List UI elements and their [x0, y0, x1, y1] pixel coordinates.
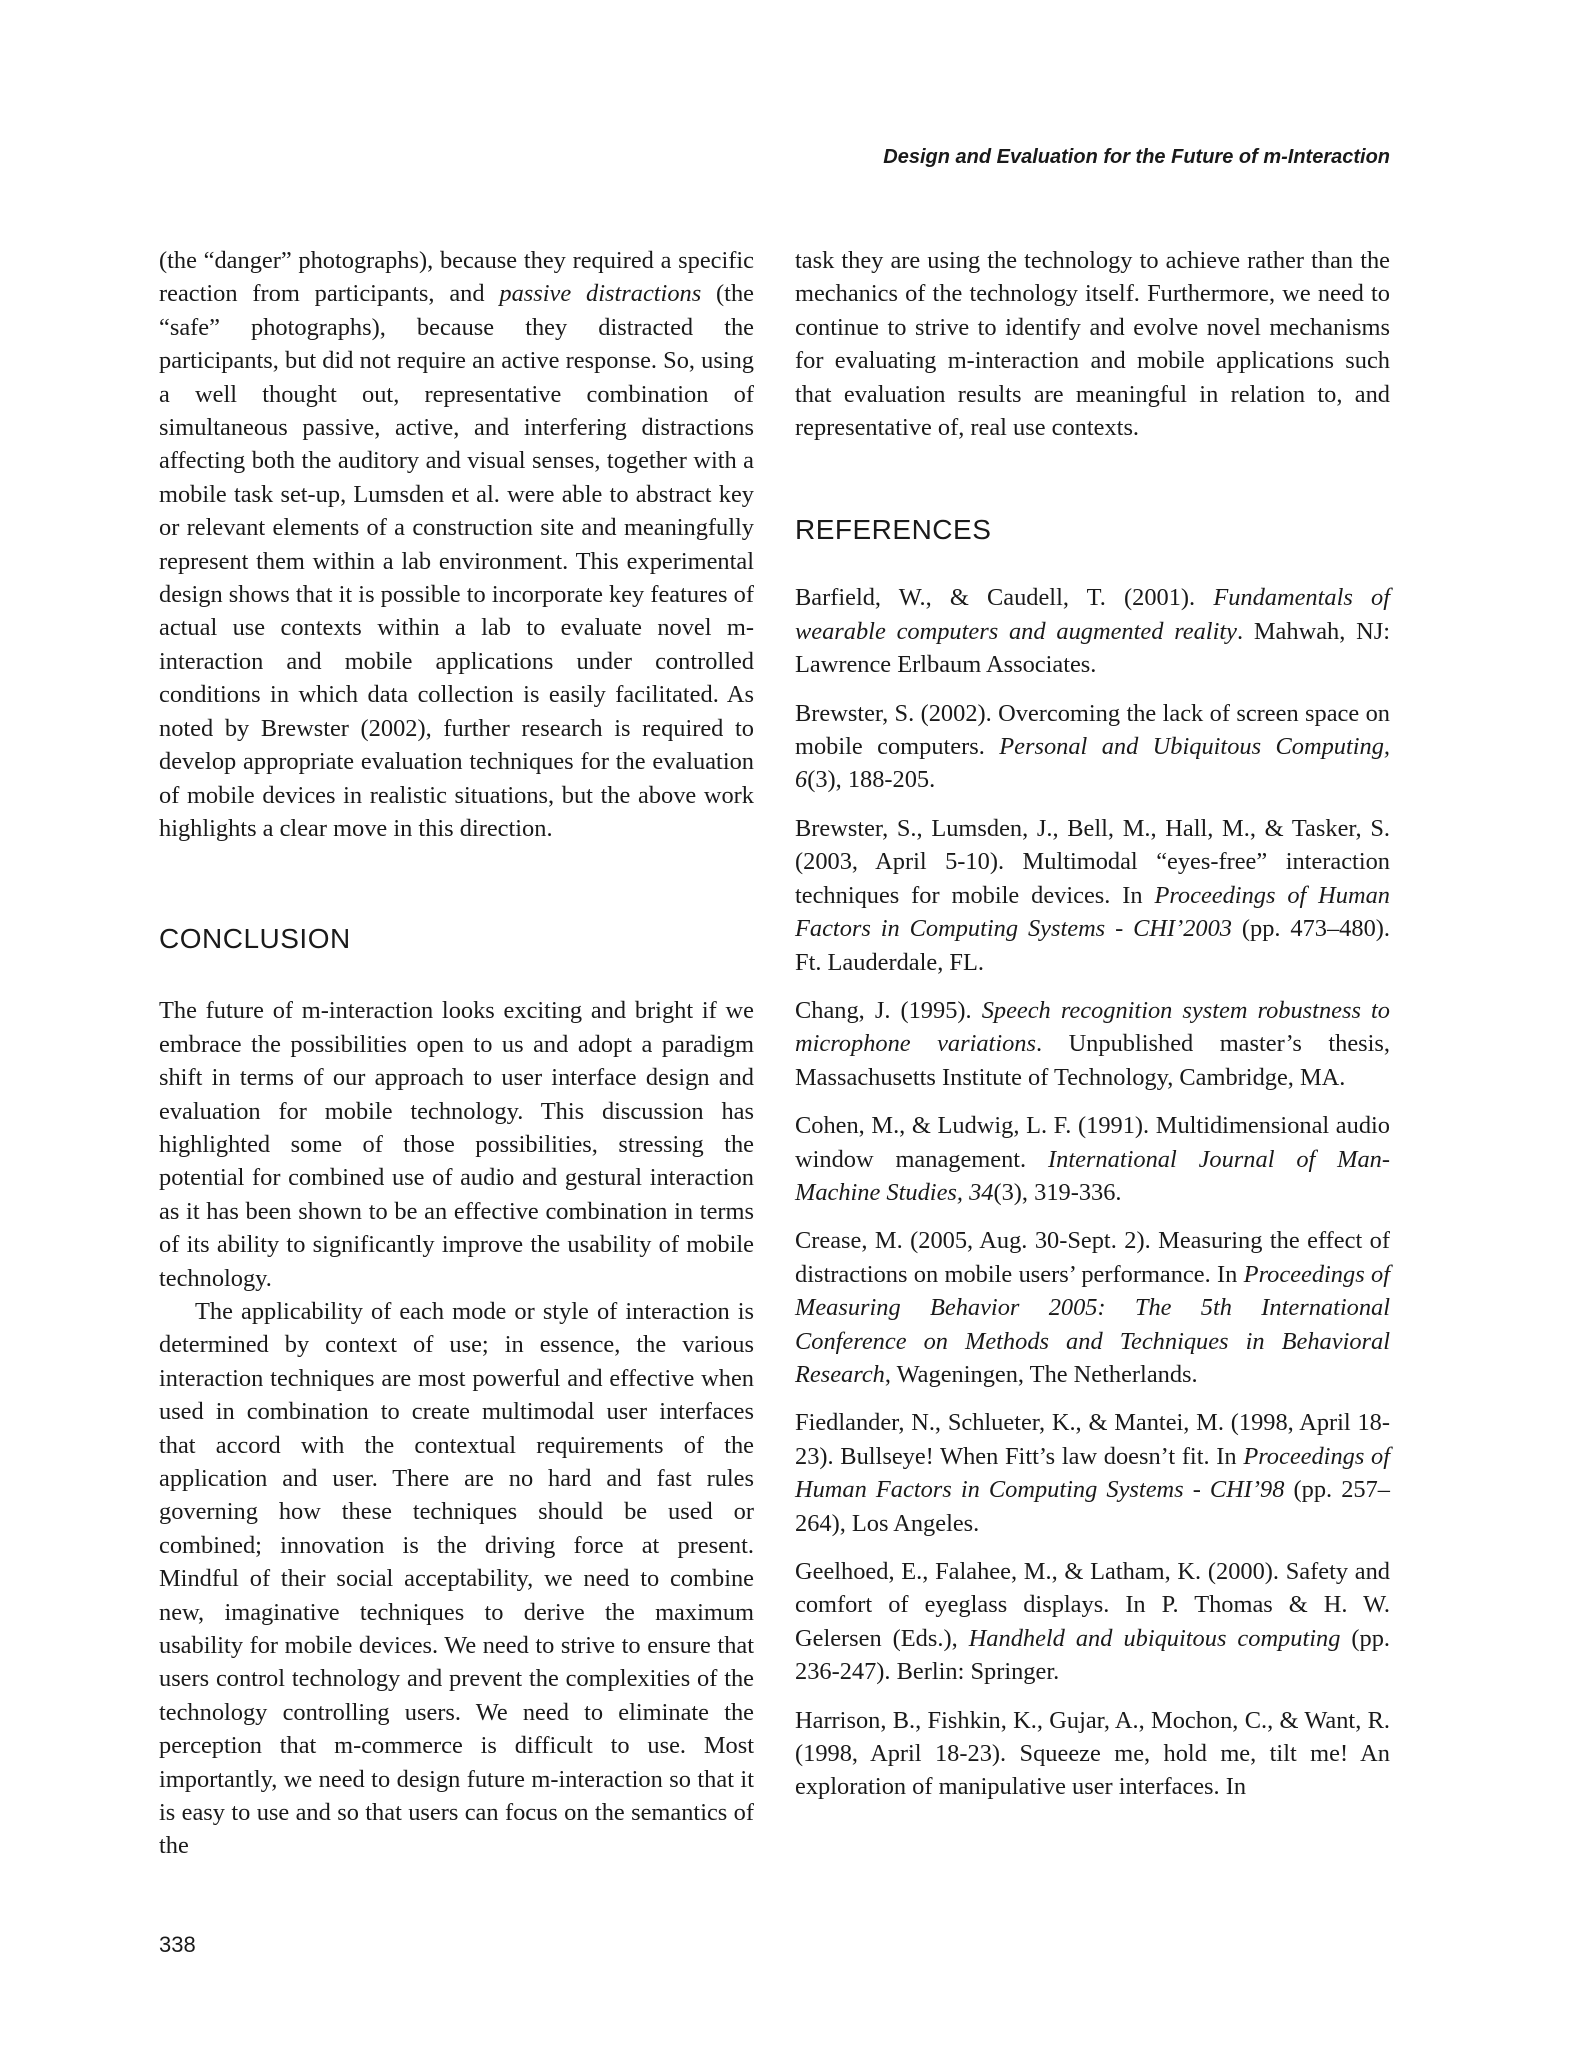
intro-text-1: (the “danger” photographs), because they required a specific reaction from participants, and [159, 247, 754, 308]
reference-item [795, 1406, 1390, 1540]
reference-text: Geelhoed, E., Falahee, M., & Latham, K. (2000). Safety and comfort of eyeglass displays. In P. Thomas & H. W. Gelersen (Eds.), [795, 1558, 1390, 1652]
reference-item [795, 697, 1390, 797]
reference-text: . Unpublished master’s thesis, Massachusetts Institute of Technology, Cambridge, MA. [795, 1030, 1391, 1091]
reference-text: Brewster, S. (2002). Overcoming the lack of screen space on mobile computers. [795, 699, 1390, 761]
reference-text: Fiedlander, N., Schlueter, K., & Mantei, M. (1998, April 18-23). Bullseye! When Fitt’s law doesn’t fit. In [795, 1409, 1390, 1470]
reference-text: (3), 319-336. [993, 1178, 1122, 1206]
reference-title: Personal and Ubiquitous Computing, 6 [795, 733, 1390, 794]
reference-item [795, 581, 1390, 681]
continuation-paragraph: task they are using the technology to achieve rather than the mechanics of the technology itself. Furthermore, we need to continue to strive to identify and evolve novel mechanisms for evaluating m-interaction and mobile applications such that evaluation results are meaningful in relation to, and representative of, real use contexts. [795, 247, 1390, 442]
intro-paragraph [159, 244, 754, 845]
reference-item [795, 1224, 1390, 1391]
reference-title: Proceedings of Human Factors in Computing Systems - CHI’2003 [795, 881, 1390, 943]
reference-text: (pp. 236-247). Berlin: Springer. [795, 1624, 1390, 1686]
reference-text: Barfield, W., & Caudell, T. (2001). [795, 584, 1214, 612]
references-heading: REFERENCES [795, 514, 992, 546]
reference-item [795, 1555, 1390, 1689]
intro-text-2: (the “safe” photographs), because they distracted the participants, but did not require an active response. So, using a well thought out, representative combination of simultaneous passive, active, and interfering distractions affecting both the auditory and visual senses, together with a mobile task set-up, Lumsden et al. were able to abstract key or relevant elements of a construction site and meaningfully represent them within a lab environment. This experimental design shows that it is possible to incorporate key features of actual use contexts within a lab to evaluate novel m-interaction and mobile applications under controlled conditions in which data collection is easily facilitated. As noted by Brewster (2002), further research is required to develop appropriate evaluation techniques for the evaluation of mobile devices in realistic situations, but the above work highlights a clear move in this direction. [159, 280, 754, 842]
right-column [795, 244, 1390, 1819]
reference-text: . Mahwah, NJ: Lawrence Erlbaum Associates. [795, 617, 1390, 679]
reference-text: (3), 188-205. [807, 766, 936, 794]
reference-item [795, 1109, 1390, 1209]
intro-italic: passive distractions [499, 280, 702, 308]
reference-text: Harrison, B., Fishkin, K., Gujar, A., Mochon, C., & Want, R. (1998, April 18-23). Squeeze me, hold me, tilt me! An exploration of manipulative user interfaces. In [795, 1706, 1390, 1801]
reference-text: Brewster, S., Lumsden, J., Bell, M., Hall, M., & Tasker, S. (2003, April 5-10). Multimodal “eyes-free” interaction techniques for mobile devices. In [795, 814, 1390, 909]
reference-text: (pp. 473–480). Ft. Lauderdale, FL. [795, 915, 1390, 976]
reference-title: Handheld and ubiquitous computing [968, 1624, 1341, 1652]
conclusion-paragraph-1: The future of m-interaction looks exciting and bright if we embrace the possibilities open to us and adopt a paradigm shift in terms of our approach to user interface design and evaluation for mobile technology. This discussion has highlighted some of those possibilities, stressing the potential for combined use of audio and gestural interaction as it has been shown to be an effective combination in terms of its ability to significantly improve the usability of mobile technology. [159, 997, 754, 1292]
reference-text: (pp. 257–264), Los Angeles. [795, 1476, 1390, 1537]
left-column [159, 244, 754, 1863]
reference-item [795, 994, 1390, 1094]
conclusion-paragraph-2: The applicability of each mode or style of interaction is determined by context of use; in essence, the various interaction techniques are most powerful and effective when used in combination to create multimodal user interfaces that accord with the contextual requirements of the application and user. There are no hard and fast rules governing how these techniques should be used or combined; innovation is the driving force at present. Mindful of their social acceptability, we need to combine new, imaginative techniques to derive the maximum usability for mobile devices. We need to strive to ensure that users control technology and prevent the complexities of the technology controlling users. We need to eliminate the perception that m-commerce is difficult to use. Most importantly, we need to design future m-interaction so that it is easy to use and so that users can focus on the semantics of the [159, 1297, 754, 1860]
running-head: Design and Evaluation for the Future of m-Interaction [883, 146, 1390, 168]
reference-text: Chang, J. (1995). [795, 996, 982, 1024]
reference-title: Fundamentals of wearable computers and augmented reality [795, 584, 1390, 645]
reference-title: Proceedings of Human Factors in Computing Systems - CHI’98 [795, 1442, 1390, 1504]
reference-text: Cohen, M., & Ludwig, L. F. (1991). Multidimensional audio window management. [795, 1112, 1390, 1173]
reference-text: , Wageningen, The Netherlands. [884, 1360, 1198, 1388]
reference-item [795, 812, 1390, 979]
reference-list [795, 581, 1390, 1803]
reference-item [795, 1704, 1390, 1804]
reference-title: International Journal of Man-Machine Studies, 34 [795, 1145, 1390, 1206]
page-number: 338 [159, 1932, 196, 1957]
conclusion-heading: CONCLUSION [159, 923, 351, 955]
reference-title: Proceedings of Measuring Behavior 2005: The 5th International Conference on Methods and Techniques in Behavioral Research [795, 1260, 1390, 1388]
reference-text: Crease, M. (2005, Aug. 30-Sept. 2). Measuring the effect of distractions on mobile users’ performance. In [795, 1227, 1390, 1288]
reference-title: Speech recognition system robustness to microphone variations [795, 996, 1390, 1058]
